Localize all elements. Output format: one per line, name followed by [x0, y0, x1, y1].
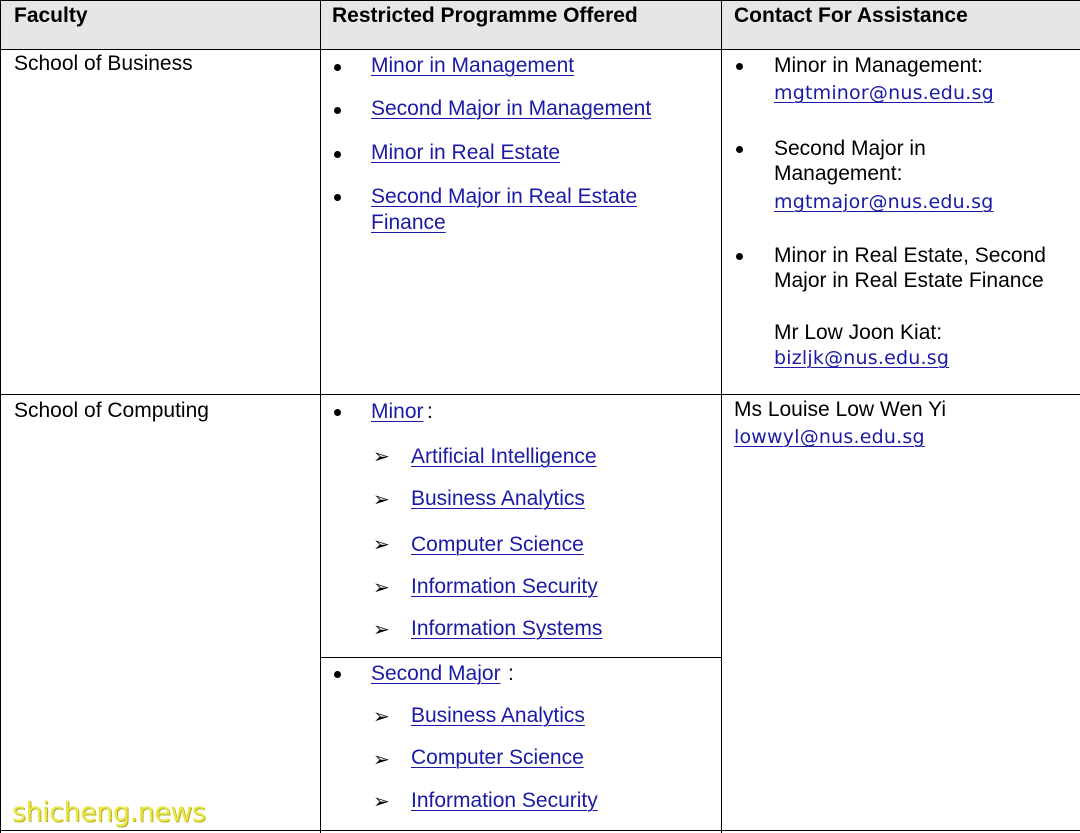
table-border — [0, 394, 1080, 395]
minor-item-link[interactable]: Business Analytics — [411, 487, 585, 510]
second-major-item-link[interactable]: Computer Science — [411, 746, 584, 769]
arrow-bullet-icon: ➢ — [373, 444, 390, 468]
faculty-name: School of Computing — [14, 399, 209, 422]
arrow-bullet-icon: ➢ — [373, 617, 390, 641]
arrow-bullet-icon: ➢ — [373, 747, 390, 771]
arrow-bullet-icon: ➢ — [373, 532, 390, 556]
column-header-contact: Contact For Assistance — [734, 4, 968, 27]
table-border — [320, 657, 722, 658]
contact-label: Major in Real Estate Finance — [774, 269, 1044, 292]
table-border — [0, 830, 1080, 831]
arrow-bullet-icon: ➢ — [373, 487, 390, 511]
contact-label: Minor in Management: — [774, 54, 983, 77]
faculty-name: School of Business — [14, 52, 193, 75]
contact-person: Ms Louise Low Wen Yi — [734, 398, 947, 421]
minor-item-link[interactable]: Computer Science — [411, 533, 584, 556]
arrow-bullet-icon: ➢ — [373, 789, 390, 813]
bullet-icon — [334, 409, 341, 416]
second-major-item-link[interactable]: Information Security — [411, 789, 598, 812]
table-border — [721, 0, 722, 833]
programme-link[interactable]: Minor in Management — [371, 54, 575, 77]
minor-item-link[interactable]: Artificial Intelligence — [411, 445, 597, 468]
programme-link-second-major[interactable]: Second Major — [371, 662, 501, 685]
contact-label: Second Major in — [774, 137, 926, 160]
bullet-icon — [334, 107, 341, 114]
contact-label: Minor in Real Estate, Second — [774, 244, 1046, 267]
contact-email-link[interactable]: lowwyl@nus.edu.sg — [734, 426, 925, 448]
bullet-icon — [334, 671, 341, 678]
bullet-icon — [334, 194, 341, 201]
programme-link-minor[interactable]: Minor — [371, 400, 424, 423]
arrow-bullet-icon: ➢ — [373, 575, 390, 599]
programme-link[interactable]: Finance — [371, 211, 446, 234]
colon-text: : — [508, 662, 514, 685]
programme-link[interactable]: Second Major in Management — [371, 97, 652, 120]
programme-link[interactable]: Minor in Real Estate — [371, 141, 561, 164]
bullet-icon — [736, 146, 743, 153]
contact-person: Mr Low Joon Kiat: — [774, 321, 943, 344]
table-border — [0, 49, 1080, 50]
minor-item-link[interactable]: Information Systems — [411, 617, 603, 640]
contact-email-link[interactable]: mgtmajor@nus.edu.sg — [774, 191, 994, 213]
contact-email-link[interactable]: mgtminor@nus.edu.sg — [774, 82, 994, 104]
bullet-icon — [334, 64, 341, 71]
arrow-bullet-icon: ➢ — [373, 704, 390, 728]
table-border — [0, 0, 1080, 1]
contact-email-link[interactable]: bizljk@nus.edu.sg — [774, 347, 950, 369]
second-major-item-link[interactable]: Business Analytics — [411, 704, 585, 727]
bullet-icon — [736, 63, 743, 70]
table-border — [0, 0, 1, 833]
watermark-logo: shicheng.news — [12, 797, 206, 828]
bullet-icon — [736, 253, 743, 260]
table-border — [320, 0, 321, 833]
column-header-faculty: Faculty — [14, 4, 88, 27]
contact-label: Management: — [774, 162, 903, 185]
colon-text: : — [427, 400, 433, 423]
bullet-icon — [334, 151, 341, 158]
programme-link[interactable]: Second Major in Real Estate — [371, 185, 638, 208]
minor-item-link[interactable]: Information Security — [411, 575, 598, 598]
column-header-programme: Restricted Programme Offered — [332, 4, 638, 27]
